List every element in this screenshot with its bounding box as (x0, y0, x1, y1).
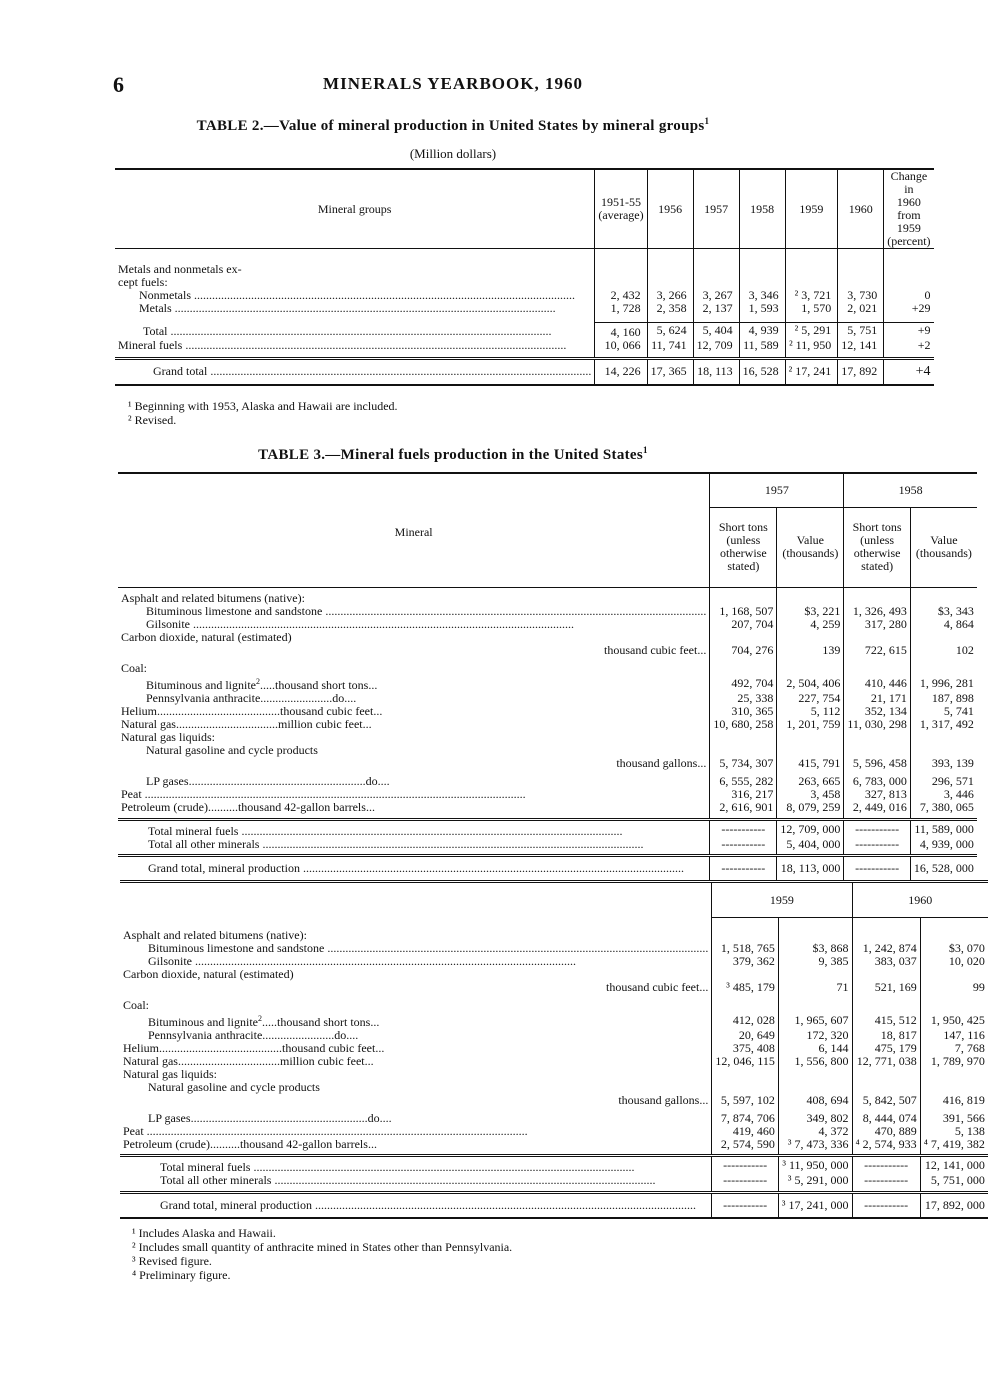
table3-caption: TABLE 3.—Mineral fuels production in the United States$^1$ (258, 445, 648, 463)
col-1960: 1960 (838, 169, 884, 249)
table-row: thousand cubic feet... ³ 485, 179 71 521, 169 99 (120, 981, 988, 999)
table-row: Grand total, mineral production ..... ----------- ³ 17, 241, 000 ----------- 17, 892, 000 (120, 1192, 988, 1218)
col-qty-1958: Short tons (unless otherwise stated) (844, 507, 911, 587)
col-year-1959: 1959 (712, 882, 852, 918)
table-row: Mineral fuels ..... 10, 066 11, 741 12, 709 11, 589 ² 11, 950 12, 141 +2 (115, 339, 934, 359)
table-row: Total ..... 4, 160 5, 624 5, 404 4, 939 ² 5, 291 5, 751 +9 (115, 322, 934, 339)
col-1959: 1959 (785, 169, 838, 249)
table-row: Total mineral fuels ..... ----------- ³ 11, 950, 000 ----------- 12, 141, 000 (120, 1156, 988, 1175)
col-qty-1957: Short tons (unless otherwise stated) (710, 507, 777, 587)
col-1951-55: 1951-55 (average) (595, 169, 647, 249)
table-row: Helium.........................................thousand cubic feet... 375, 408 6, 144 475, 179 7, 768 (120, 1042, 988, 1055)
col-mineral: Mineral (118, 473, 710, 587)
col-year-1957: 1957 (710, 473, 844, 507)
table2 (115, 168, 934, 386)
table-row: Bituminous and lignite$^2$.....thousand short tons... 412, 028 1, 965, 607 415, 512 1, 950, 425 (120, 1012, 988, 1029)
col-val-1958: Value (thousands) (910, 507, 977, 587)
table-row: Bituminous limestone and sandstone ..... 1, 518, 765 $3, 868 1, 242, 874 $3, 070 (120, 942, 988, 955)
col-1956: 1956 (647, 169, 693, 249)
table-row: Nonmetals ..... 2, 432 3, 266 3, 267 3, 346 ² 3, 721 3, 730 0 (115, 289, 934, 302)
page-header (113, 72, 793, 96)
col-1958: 1958 (739, 169, 785, 249)
col-1957: 1957 (693, 169, 739, 249)
table-row: Petroleum (crude)..........thousand 42-gallon barrels... 2, 616, 901 8, 079, 259 2, 449, 016 7, 380, 065 (118, 801, 977, 819)
table3-footnotes: ¹ Includes Alaska and Hawaii. ² Includes small quantity of anthracite mined in States other than Pennsylvania. ³ Revised figure. ⁴ Preliminary figure. (132, 1226, 513, 1282)
table-row: thousand cubic feet... 704, 276 139 722, 615 102 (118, 644, 977, 662)
col-val-1957: Value (thousands) (777, 507, 844, 587)
table-row: Grand total ..... 14, 226 17, 365 18, 113 16, 528 ² 17, 241 17, 892 +4 (115, 359, 934, 385)
col-year-1960: 1960 (852, 882, 988, 918)
table-row: LP gases...........................................................do.... 7, 874, 706 349, 802 8, 444, 074 391, 566 (120, 1112, 988, 1125)
table2-subtitle: (Million dollars) (409, 146, 497, 161)
section-label-cont: cept fuels: (118, 275, 168, 289)
table-row: Helium.........................................thousand cubic feet... 310, 365 5, 112 352, 134 5, 741 (118, 705, 977, 718)
table-row: Pennsylvania anthracite........................do.... 20, 649 172, 320 18, 817 147, 116 (120, 1029, 988, 1042)
table-row: thousand gallons... 5, 734, 307 415, 791 5, 596, 458 393, 139 (118, 757, 977, 775)
table3-part2: 1959 1960 Asphalt and related bitumens (native): Bituminous limestone and sandstone ..... 1, 518, 765 $3, 868 1, 242, 874 $3, 070 Gilsonite ..... 379, 362 9, 385 383, 037 10, 020 Carbon dioxide, natural (estimated) thousand cubic feet... ³ 485, 179 71 521, 169 99 Coal: Bituminous and lignite$^2$.....thousand short tons... 412, 028 1, 965, 607 415, 512 1, 950, 425 Pennsylvania anthracite........................do.... 20, 649 172, 320 18, 817 147, 116 Helium.........................................thousand cubic feet... 375, 408 6, 144 475, 179 7, 768 Natural gas..................................million cubic feet... 12, 046, 115 1, 556, 800 12, 771, 038 1, 789, 970 Natural gas liquids: Natural gasoline and cycle products thousand gallons... 5, 597, 102 408, 694 5, 842, 507 416, 819 LP gases...........................................................do.... 7, 874, 706 349, 802 8, 444, 074 391, 566 Peat ..... 419, 460 4, 372 470, 889 5, 138 Petroleum (crude)..........thousand 42-gallon barrels... 2, 574, 590 ³ 7, 473, 336 ⁴ 2, 574, 933 ⁴ 7, 419, 382 Total mineral fuels ..... ----------- ³ 11, 950, 000 ----------- 12, 141, 000 Total all other minerals ..... ----------- ³ 5, 291, 000 ----------- 5, 751, 000 Grand total, mineral production ..... ----------- ³ 17, 241, 000 ----------- 17, 892, 000 (120, 880, 988, 1219)
table-row: LP gases...........................................................do.... 6, 555, 282 263, 665 6, 783, 000 296, 571 (118, 775, 977, 788)
table-row: Peat ..... 316, 217 3, 458 327, 813 3, 446 (118, 788, 977, 801)
table-row: Bituminous and lignite$^2$.....thousand short tons... 492, 704 2, 504, 406 410, 446 1, 996, 281 (118, 675, 977, 692)
running-title: MINERALS YEARBOOK, 1960 (323, 74, 583, 93)
table-row: Gilsonite ..... 379, 362 9, 385 383, 037 10, 020 (120, 955, 988, 968)
table3-part1: Mineral 1957 1958 Short tons (unless otherwise stated) Value (thousands) Short tons (unless otherwise stated) Value (thousands) Asphalt and related bitumens (native): Bituminous limestone and sandstone ..... 1, 168, 507 $3, 221 1, 326, 493 $3, 343 Gilsonite ..... 207, 704 4, 259 317, 280 4, 864 Carbon dioxide, natural (estimated) thousand cubic feet... 704, 276 139 722, 615 102 Coal: Bituminous and lignite$^2$.....thousand short tons... 492, 704 2, 504, 406 410, 446 1, 996, 281 Pennsylvania anthracite........................do.... 25, 338 227, 754 21, 171 187, 898 Helium.........................................thousand cubic feet... 310, 365 5, 112 352, 134 5, 741 Natural gas..................................million cubic feet... 10, 680, 258 1, 201, 759 11, 030, 298 1, 317, 492 Natural gas liquids: Natural gasoline and cycle products thousand gallons... 5, 734, 307 415, 791 5, 596, 458 393, 139 LP gases...........................................................do.... 6, 555, 282 263, 665 6, 783, 000 296, 571 Peat ..... 316, 217 3, 458 327, 813 3, 446 Petroleum (crude)..........thousand 42-gallon barrels... 2, 616, 901 8, 079, 259 2, 449, 016 7, 380, 065 Total mineral fuels ..... ----------- 12, 709, 000 ----------- 11, 589, 000 Total all other minerals ..... ----------- 5, 404, 000 ----------- 4, 939, 000 Grand total, mineral production ..... ----------- 18, 113, 000 ----------- 16, 528, 000 (118, 472, 977, 880)
table-row: Grand total, mineral production ..... ----------- 18, 113, 000 ----------- 16, 528, 000 (118, 856, 977, 880)
table-row: Total all other minerals ..... ----------- ³ 5, 291, 000 ----------- 5, 751, 000 (120, 1174, 988, 1192)
table-row: Natural gas..................................million cubic feet... 12, 046, 115 1, 556, 800 12, 771, 038 1, 789, 970 (120, 1055, 988, 1068)
table-row: Total all other minerals ..... ----------- 5, 404, 000 ----------- 4, 939, 000 (118, 838, 977, 856)
table-row: Gilsonite ..... 207, 704 4, 259 317, 280 4, 864 (118, 618, 977, 631)
table-row: Bituminous limestone and sandstone ..... 1, 168, 507 $3, 221 1, 326, 493 $3, 343 (118, 605, 977, 618)
page-number: 6 (113, 72, 124, 97)
table-row: Peat ..... 419, 460 4, 372 470, 889 5, 138 (120, 1125, 988, 1138)
table2-footnotes: ¹ Beginning with 1953, Alaska and Hawaii are included. ² Revised. (128, 399, 398, 427)
section-label: Metals and nonmetals ex- (118, 262, 242, 276)
col-mineral-groups: Mineral groups (115, 169, 595, 249)
table-row: Total mineral fuels ..... ----------- 12, 709, 000 ----------- 11, 589, 000 (118, 819, 977, 838)
table-row: Petroleum (crude)..........thousand 42-gallon barrels... 2, 574, 590 ³ 7, 473, 336 ⁴ 2, 574, 933 ⁴ 7, 419, 382 (120, 1138, 988, 1156)
col-change: Change in 1960 from 1959 (percent) (884, 169, 934, 249)
table-row: Metals ..... 1, 728 2, 358 2, 137 1, 593 1, 570 2, 021 +29 (115, 302, 934, 322)
table-row: Natural gas..................................million cubic feet... 10, 680, 258 1, 201, 759 11, 030, 298 1, 317, 492 (118, 718, 977, 731)
col-year-1958: 1958 (844, 473, 977, 507)
table-row: Pennsylvania anthracite........................do.... 25, 338 227, 754 21, 171 187, 898 (118, 692, 977, 705)
table2-caption: TABLE 2.—Value of mineral production in United States by mineral groups$^1$ (196, 116, 710, 134)
table-row: thousand gallons... 5, 597, 102 408, 694 5, 842, 507 416, 819 (120, 1094, 988, 1112)
